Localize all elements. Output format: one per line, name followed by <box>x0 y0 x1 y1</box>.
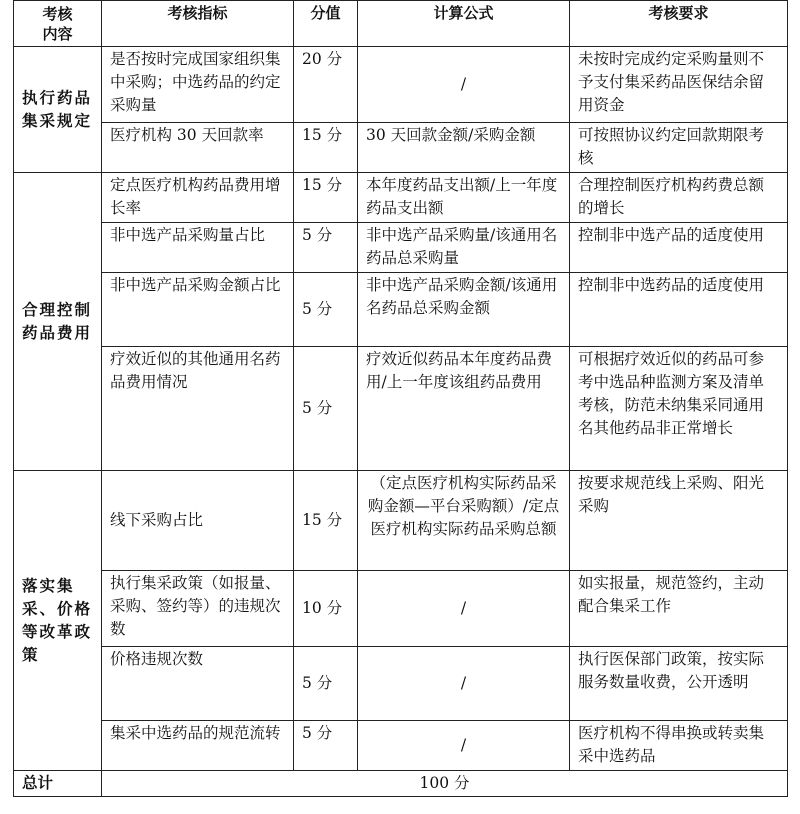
table-row <box>14 47 788 123</box>
score-cell: 15 分 <box>294 471 358 571</box>
header-requirement: 考核要求 <box>570 1 788 47</box>
indicator-cell: 非中选产品采购金额占比 <box>102 273 294 347</box>
formula-cell: （定点医疗机构实际药品采购金额—平台采购额）/定点医疗机构实际药品采购总额 <box>358 471 570 571</box>
indicator-cell: 价格违规次数 <box>102 647 294 721</box>
requirement-cell: 可根据疗效近似的药品可参考中选品种监测方案及清单考核，防范未纳集采同通用名其他药品非正常增长 <box>570 347 788 471</box>
formula-cell: / <box>358 47 570 123</box>
indicator-cell: 执行集采政策（如报量、采购、签约等）的违规次数 <box>102 571 294 647</box>
formula-cell: / <box>358 571 570 647</box>
indicator-cell: 疗效近似的其他通用名药品费用情况 <box>102 347 294 471</box>
indicator-cell: 定点医疗机构药品费用增长率 <box>102 173 294 223</box>
requirement-cell: 未按时完成约定采购量则不予支付集采药品医保结余留用资金 <box>570 47 788 123</box>
assessment-table <box>13 0 788 797</box>
formula-cell: 本年度药品支出额/上一年度药品支出额 <box>358 173 570 223</box>
requirement-cell: 合理控制医疗机构药费总额的增长 <box>570 173 788 223</box>
total-value: 100 分 <box>102 771 788 797</box>
indicator-cell: 线下采购占比 <box>102 471 294 571</box>
requirement-cell: 如实报量，规范签约，主动配合集采工作 <box>570 571 788 647</box>
score-cell: 15 分 <box>294 123 358 173</box>
table-row <box>14 721 788 771</box>
score-cell: 5 分 <box>294 273 358 347</box>
category-cell: 执行药品集采规定 <box>14 47 102 173</box>
formula-cell: / <box>358 721 570 771</box>
header-category: 考核 内容 <box>14 1 102 47</box>
score-cell: 20 分 <box>294 47 358 123</box>
table-row <box>14 647 788 721</box>
table-row <box>14 347 788 471</box>
indicator-cell: 非中选产品采购量占比 <box>102 223 294 273</box>
formula-cell: 非中选产品采购量/该通用名药品总采购量 <box>358 223 570 273</box>
requirement-cell: 可按照协议约定回款期限考核 <box>570 123 788 173</box>
table-row <box>14 123 788 173</box>
indicator-cell: 医疗机构 30 天回款率 <box>102 123 294 173</box>
requirement-cell: 控制非中选药品的适度使用 <box>570 273 788 347</box>
requirement-cell: 控制非中选产品的适度使用 <box>570 223 788 273</box>
total-label: 总计 <box>14 771 102 797</box>
score-cell: 5 分 <box>294 721 358 771</box>
score-cell: 5 分 <box>294 223 358 273</box>
category-cell: 合理控制药品费用 <box>14 173 102 471</box>
requirement-cell: 按要求规范线上采购、阳光采购 <box>570 471 788 571</box>
requirement-cell: 执行医保部门政策，按实际服务数量收费，公开透明 <box>570 647 788 721</box>
formula-cell: 疗效近似药品本年度药品费用/上一年度该组药品费用 <box>358 347 570 471</box>
header-formula: 计算公式 <box>358 1 570 47</box>
indicator-cell: 集采中选药品的规范流转 <box>102 721 294 771</box>
table-row <box>14 273 788 347</box>
formula-cell: 非中选产品采购金额/该通用名药品总采购金额 <box>358 273 570 347</box>
score-cell: 10 分 <box>294 571 358 647</box>
header-indicator: 考核指标 <box>102 1 294 47</box>
formula-cell: / <box>358 647 570 721</box>
score-cell: 15 分 <box>294 173 358 223</box>
formula-cell: 30 天回款金额/采购金额 <box>358 123 570 173</box>
table-row <box>14 173 788 223</box>
table-row <box>14 471 788 571</box>
header-score: 分值 <box>294 1 358 47</box>
table-row <box>14 223 788 273</box>
requirement-cell: 医疗机构不得串换或转卖集采中选药品 <box>570 721 788 771</box>
category-cell: 落实集采、价格等改革政策 <box>14 471 102 771</box>
table-row <box>14 571 788 647</box>
header-row <box>14 1 788 47</box>
total-row <box>14 771 788 797</box>
indicator-cell: 是否按时完成国家组织集中采购；中选药品的约定采购量 <box>102 47 294 123</box>
score-cell: 5 分 <box>294 647 358 721</box>
score-cell: 5 分 <box>294 347 358 471</box>
